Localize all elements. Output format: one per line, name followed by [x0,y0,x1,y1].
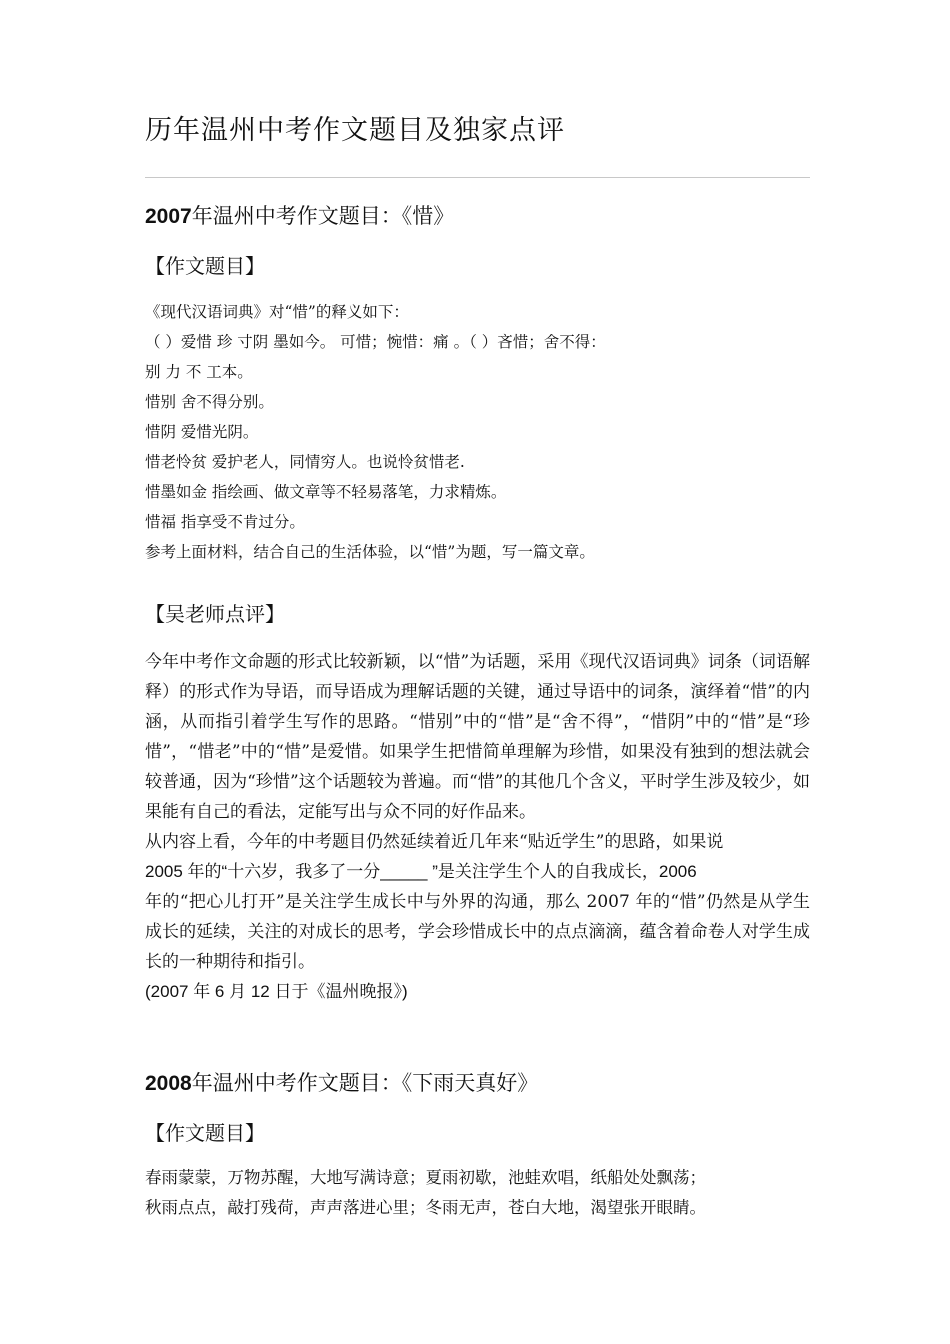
review-2007-paragraph: 今年中考作文命题的形式比较新颖，以“惜”为话题，采用《现代汉语词典》词条（词语解释）的形式作为导语，而导语成为理解话题的关键，通过导语中的词条，演绎着“惜”的内涵，从而指引着学生写作的思路。“惜别”中的“惜”是“舍不得”，“惜阴”中的“惜”是“珍惜”，“惜老”中的“惜”是爱惜。如果学生把惜简单理解为珍惜，如果没有独到的想法就会较普通，因为“珍惜”这个话题较为普遍。而“惜”的其他几个含义，平时学生涉及较少，如果能有自己的看法，定能写出与众不同的好作品来。 [145,652,810,822]
document-title: 历年温州中考作文题目及独家点评 [145,115,565,146]
review-2007-paragraph: 年的“把心儿打开”是关注学生成长中与外界的沟通，那么 2007 年的“惜”仍然是从学生成长的延续，关注的对成长的思考，学会珍惜成长中的点点滴滴，蕴含着命卷人对学生成长的一种期待和指引。 [145,892,810,972]
review-2007-source: (2007 年 6 月 12 日于《温州晚报》) [145,982,408,1001]
section-2008-prompt-heading: 【作文题目】 [145,1121,265,1145]
section-2007-title-text: 年温州中考作文题目：《惜》 [191,204,455,228]
review-2007-paragraph: 2005 年的“十六岁，我多了一分_____ ”是关注学生个人的自我成长，2006 [145,862,697,881]
section-2007-title [145,201,454,232]
section-2008-title [145,1068,538,1099]
prompt-2007-line: 惜别 舍不得分别。 [145,393,274,411]
section-2007-prompt-heading: 【作文题目】 [145,254,265,278]
prompt-2007-line: 参考上面材料，结合自己的生活体验，以“惜”为题，写一篇文章。 [145,543,595,561]
prompt-2007-line: 别 力 不 工本。 [145,363,253,381]
section-2008-year: 2008 [145,1072,192,1095]
title-divider [145,177,810,178]
prompt-2008-line: 秋雨点点，敲打残荷，声声落进心里；冬雨无声，苍白大地，渴望张开眼睛。 [145,1198,706,1217]
prompt-2008-line: 春雨蒙蒙，万物苏醒，大地写满诗意；夏雨初歇，池蛙欢唱，纸船处处飘荡； [145,1168,706,1187]
review-2007 [145,647,810,1007]
prompt-2007-line: 惜老怜贫 爱护老人，同情穷人。也说怜贫惜老. [145,453,465,471]
prompt-2007-line: 惜福 指享受不肯过分。 [145,513,305,531]
review-2007-paragraph: 从内容上看，今年的中考题目仍然延续着近几年来“贴近学生”的思路，如果说 [145,832,724,852]
section-2008-title-text: 年温州中考作文题目：《下雨天真好》 [191,1071,539,1095]
prompt-2007-line: 惜墨如金 指绘画、做文章等不轻易落笔，力求精炼。 [145,483,507,501]
section-2007-review-heading: 【吴老师点评】 [145,602,285,626]
prompt-2007-line: 惜阴 爱惜光阴。 [145,423,259,441]
prompt-2007-line: 《现代汉语词典》对“惜”的释义如下： [145,303,409,321]
section-2007-year: 2007 [145,205,192,228]
prompt-2007-line: （ ）爱惜 珍 寸阴 墨如今。 可惜；惋惜：痛 。（ ）吝惜；舍不得： [145,333,606,351]
